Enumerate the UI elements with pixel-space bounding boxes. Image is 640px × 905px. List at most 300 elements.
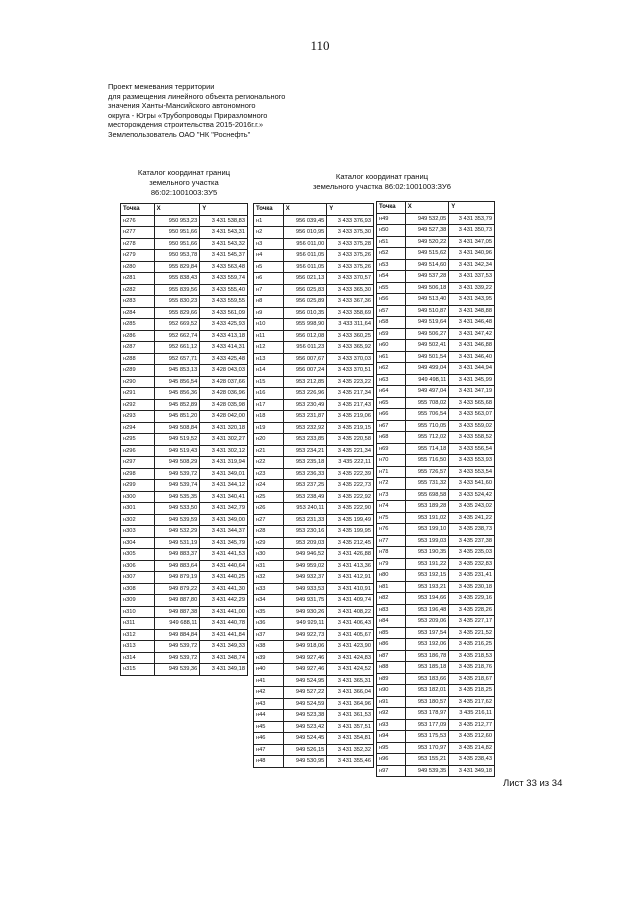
- x-coordinate-cell: 949 506,27: [405, 328, 449, 340]
- table-row: [377, 558, 495, 570]
- y-coordinate-cell: 3 428 036,96: [200, 388, 248, 400]
- y-coordinate-cell: 3 431 424,52: [327, 664, 374, 676]
- point-id-cell: н16: [254, 388, 284, 400]
- table-row: [121, 537, 248, 549]
- x-coordinate-cell: 956 007,67: [283, 353, 327, 365]
- point-id-cell: н39: [254, 652, 284, 664]
- table-row: [377, 305, 495, 317]
- point-id-cell: н29: [254, 537, 284, 549]
- catalog2-title: [282, 172, 482, 192]
- y-coordinate-cell: 3 433 375,26: [327, 261, 374, 273]
- table-row: [254, 583, 374, 595]
- y-coordinate-cell: 3 431 343,95: [449, 294, 495, 306]
- y-coordinate-cell: 3 431 349,18: [449, 765, 495, 777]
- point-id-cell: н302: [121, 514, 155, 526]
- y-coordinate-cell: 3 433 375,26: [327, 250, 374, 262]
- sheet-label: Лист 33 из 34: [503, 778, 563, 789]
- y-coordinate-cell: 3 435 222,90: [327, 503, 374, 515]
- y-coordinate-cell: 3 433 559,02: [449, 420, 495, 432]
- point-id-cell: н54: [377, 271, 406, 283]
- x-coordinate-cell: 953 238,49: [283, 491, 327, 503]
- x-coordinate-cell: 949 508,84: [154, 422, 200, 434]
- x-coordinate-cell: 953 191,02: [405, 512, 449, 524]
- point-id-cell: н20: [254, 434, 284, 446]
- x-coordinate-cell: 949 887,80: [154, 595, 200, 607]
- column-header-point: Точка: [377, 202, 406, 214]
- point-id-cell: н59: [377, 328, 406, 340]
- y-coordinate-cell: 3 431 441,00: [200, 606, 248, 618]
- table-row: [377, 616, 495, 628]
- x-coordinate-cell: 955 829,66: [154, 307, 200, 319]
- table-row: [254, 353, 374, 365]
- point-id-cell: н310: [121, 606, 155, 618]
- x-coordinate-cell: 956 025,89: [283, 296, 327, 308]
- y-coordinate-cell: 3 433 358,69: [327, 307, 374, 319]
- table-row: [377, 765, 495, 777]
- x-coordinate-cell: 953 196,48: [405, 604, 449, 616]
- point-id-cell: н81: [377, 581, 406, 593]
- x-coordinate-cell: 945 852,89: [154, 399, 200, 411]
- x-coordinate-cell: 949 532,29: [154, 526, 200, 538]
- table-row: [377, 535, 495, 547]
- table-row: [377, 259, 495, 271]
- table-row: [121, 560, 248, 572]
- point-id-cell: н31: [254, 560, 284, 572]
- table-row: [254, 756, 374, 768]
- point-id-cell: н82: [377, 593, 406, 605]
- x-coordinate-cell: 949 524,95: [283, 675, 327, 687]
- point-id-cell: н87: [377, 650, 406, 662]
- table-row: [254, 330, 374, 342]
- table-row: [377, 328, 495, 340]
- x-coordinate-cell: 949 922,73: [283, 629, 327, 641]
- table-row: [121, 399, 248, 411]
- table-row: [254, 342, 374, 354]
- y-coordinate-cell: 3 431 361,53: [327, 710, 374, 722]
- header-line: месторождения строительства 2015-2016г.г.»: [108, 120, 264, 130]
- x-coordinate-cell: 949 533,50: [154, 503, 200, 515]
- table-row: [254, 652, 374, 664]
- header-line: Проект межевания территории: [108, 82, 215, 91]
- y-coordinate-cell: 3 435 243,02: [449, 501, 495, 513]
- table-row: [121, 641, 248, 653]
- x-coordinate-cell: 953 230,49: [283, 399, 327, 411]
- point-id-cell: н92: [377, 708, 406, 720]
- y-coordinate-cell: 3 433 370,51: [327, 365, 374, 377]
- y-coordinate-cell: 3 431 423,90: [327, 641, 374, 653]
- point-id-cell: н8: [254, 296, 284, 308]
- point-id-cell: н95: [377, 742, 406, 754]
- y-coordinate-cell: 3 431 345,79: [200, 537, 248, 549]
- y-coordinate-cell: 3 431 440,64: [200, 560, 248, 572]
- point-id-cell: н48: [254, 756, 284, 768]
- point-id-cell: н287: [121, 342, 155, 354]
- x-coordinate-cell: 953 236,33: [283, 468, 327, 480]
- point-id-cell: н36: [254, 618, 284, 630]
- table-row: [121, 215, 248, 227]
- y-coordinate-cell: 3 433 370,03: [327, 353, 374, 365]
- y-coordinate-cell: 3 431 347,42: [449, 328, 495, 340]
- x-coordinate-cell: 949 535,35: [154, 491, 200, 503]
- point-id-cell: н57: [377, 305, 406, 317]
- x-coordinate-cell: 949 523,42: [283, 721, 327, 733]
- table-row: [121, 595, 248, 607]
- x-coordinate-cell: 956 039,45: [283, 215, 327, 227]
- table-row: [254, 733, 374, 745]
- y-coordinate-cell: 3 431 337,53: [449, 271, 495, 283]
- table-row: [254, 710, 374, 722]
- x-coordinate-cell: 949 927,46: [283, 664, 327, 676]
- x-coordinate-cell: 952 661,12: [154, 342, 200, 354]
- point-id-cell: н295: [121, 434, 155, 446]
- point-id-cell: н10: [254, 319, 284, 331]
- y-coordinate-cell: 3 435 222,92: [327, 491, 374, 503]
- y-coordinate-cell: 3 433 376,93: [327, 215, 374, 227]
- point-id-cell: н304: [121, 537, 155, 549]
- point-id-cell: н63: [377, 374, 406, 386]
- y-coordinate-cell: 3 431 345,99: [449, 374, 495, 386]
- document-header: [108, 82, 348, 140]
- x-coordinate-cell: 953 178,97: [405, 708, 449, 720]
- table-row: [254, 468, 374, 480]
- point-id-cell: н35: [254, 606, 284, 618]
- y-coordinate-cell: 3 433 413,18: [200, 330, 248, 342]
- table-row: [121, 572, 248, 584]
- point-id-cell: н6: [254, 273, 284, 285]
- table-row: [254, 491, 374, 503]
- point-id-cell: н3: [254, 238, 284, 250]
- x-coordinate-cell: 953 232,92: [283, 422, 327, 434]
- x-coordinate-cell: 952 657,71: [154, 353, 200, 365]
- y-coordinate-cell: 3 431 441,30: [200, 583, 248, 595]
- y-coordinate-cell: 3 433 425,93: [200, 319, 248, 331]
- point-id-cell: н283: [121, 296, 155, 308]
- point-id-cell: н30: [254, 549, 284, 561]
- point-id-cell: н46: [254, 733, 284, 745]
- table-row: [254, 319, 374, 331]
- table-row: [121, 618, 248, 630]
- point-id-cell: н85: [377, 627, 406, 639]
- point-id-cell: н77: [377, 535, 406, 547]
- x-coordinate-cell: 949 527,38: [405, 225, 449, 237]
- x-coordinate-cell: 953 191,22: [405, 558, 449, 570]
- point-id-cell: н79: [377, 558, 406, 570]
- y-coordinate-cell: 3 431 538,83: [200, 215, 248, 227]
- y-coordinate-cell: 3 431 543,32: [200, 238, 248, 250]
- table-row: [254, 549, 374, 561]
- point-id-cell: н94: [377, 731, 406, 743]
- point-id-cell: н284: [121, 307, 155, 319]
- table-row: [377, 650, 495, 662]
- point-id-cell: н312: [121, 629, 155, 641]
- x-coordinate-cell: 949 527,22: [283, 687, 327, 699]
- table-row: [254, 480, 374, 492]
- y-coordinate-cell: 3 431 412,91: [327, 572, 374, 584]
- point-id-cell: н91: [377, 696, 406, 708]
- table-row: [377, 581, 495, 593]
- point-id-cell: н52: [377, 248, 406, 260]
- x-coordinate-cell: 949 524,45: [283, 733, 327, 745]
- x-coordinate-cell: 949 526,15: [283, 744, 327, 756]
- x-coordinate-cell: 949 883,37: [154, 549, 200, 561]
- point-id-cell: н9: [254, 307, 284, 319]
- point-id-cell: н65: [377, 397, 406, 409]
- point-id-cell: н313: [121, 641, 155, 653]
- table-row: [121, 250, 248, 262]
- y-coordinate-cell: 3 433 365,30: [327, 284, 374, 296]
- table-row: [254, 215, 374, 227]
- table-row: [254, 376, 374, 388]
- point-id-cell: н279: [121, 250, 155, 262]
- catalog1-title-line: Каталог координат границ: [137, 168, 231, 177]
- point-id-cell: н286: [121, 330, 155, 342]
- x-coordinate-cell: 945 856,54: [154, 376, 200, 388]
- x-coordinate-cell: 949 879,22: [154, 583, 200, 595]
- x-coordinate-cell: 953 175,53: [405, 731, 449, 743]
- y-coordinate-cell: 3 435 235,03: [449, 547, 495, 559]
- point-id-cell: н62: [377, 363, 406, 375]
- x-coordinate-cell: 949 929,11: [283, 618, 327, 630]
- column-header-x: X: [283, 204, 327, 216]
- y-coordinate-cell: 3 428 035,98: [200, 399, 248, 411]
- x-coordinate-cell: 953 182,01: [405, 685, 449, 697]
- table-row: [254, 307, 374, 319]
- y-coordinate-cell: 3 431 354,81: [327, 733, 374, 745]
- table-row: [121, 514, 248, 526]
- table-row: [377, 397, 495, 409]
- point-id-cell: н96: [377, 754, 406, 766]
- x-coordinate-cell: 949 539,74: [154, 480, 200, 492]
- x-coordinate-cell: 956 010,95: [283, 227, 327, 239]
- table-row: [121, 445, 248, 457]
- point-id-cell: н50: [377, 225, 406, 237]
- table-row: [254, 641, 374, 653]
- x-coordinate-cell: 949 519,52: [154, 434, 200, 446]
- x-coordinate-cell: 953 235,18: [283, 457, 327, 469]
- x-coordinate-cell: 952 662,74: [154, 330, 200, 342]
- y-coordinate-cell: 3 433 370,57: [327, 273, 374, 285]
- table-row: [377, 351, 495, 363]
- table-row: [377, 386, 495, 398]
- table-row: [254, 445, 374, 457]
- table-row: [377, 340, 495, 352]
- x-coordinate-cell: 953 233,85: [283, 434, 327, 446]
- x-coordinate-cell: 950 951,66: [154, 238, 200, 250]
- y-coordinate-cell: 3 435 241,22: [449, 512, 495, 524]
- x-coordinate-cell: 953 155,21: [405, 754, 449, 766]
- y-coordinate-cell: 3 431 364,96: [327, 698, 374, 710]
- y-coordinate-cell: 3 435 218,67: [449, 673, 495, 685]
- point-id-cell: н26: [254, 503, 284, 515]
- x-coordinate-cell: 949 930,26: [283, 606, 327, 618]
- x-coordinate-cell: 953 180,57: [405, 696, 449, 708]
- point-id-cell: н53: [377, 259, 406, 271]
- table-row: [254, 238, 374, 250]
- y-coordinate-cell: 3 433 360,25: [327, 330, 374, 342]
- y-coordinate-cell: 3 435 220,58: [327, 434, 374, 446]
- y-coordinate-cell: 3 435 237,38: [449, 535, 495, 547]
- table-row: [254, 261, 374, 273]
- point-id-cell: н44: [254, 710, 284, 722]
- x-coordinate-cell: 955 708,02: [405, 397, 449, 409]
- table-row: [377, 524, 495, 536]
- point-id-cell: н49: [377, 213, 406, 225]
- y-coordinate-cell: 3 431 365,31: [327, 675, 374, 687]
- table-row: [377, 627, 495, 639]
- y-coordinate-cell: 3 431 366,04: [327, 687, 374, 699]
- point-id-cell: н19: [254, 422, 284, 434]
- point-id-cell: н83: [377, 604, 406, 616]
- point-id-cell: н84: [377, 616, 406, 628]
- y-coordinate-cell: 3 435 222,11: [327, 457, 374, 469]
- table-row: [377, 478, 495, 490]
- table-row: [377, 673, 495, 685]
- coordinates-table-zu6-part2: [376, 201, 495, 777]
- y-coordinate-cell: 3 433 425,48: [200, 353, 248, 365]
- table-row: [254, 273, 374, 285]
- x-coordinate-cell: 953 199,10: [405, 524, 449, 536]
- x-coordinate-cell: 950 953,78: [154, 250, 200, 262]
- table-row: [121, 238, 248, 250]
- x-coordinate-cell: 953 209,06: [405, 616, 449, 628]
- y-coordinate-cell: 3 433 556,54: [449, 443, 495, 455]
- x-coordinate-cell: 953 177,09: [405, 719, 449, 731]
- point-id-cell: н71: [377, 466, 406, 478]
- x-coordinate-cell: 956 011,23: [283, 342, 327, 354]
- x-coordinate-cell: 949 688,11: [154, 618, 200, 630]
- x-coordinate-cell: 953 234,21: [283, 445, 327, 457]
- column-header-y: Y: [449, 202, 495, 214]
- y-coordinate-cell: 3 435 219,15: [327, 422, 374, 434]
- x-coordinate-cell: 956 010,35: [283, 307, 327, 319]
- x-coordinate-cell: 949 508,29: [154, 457, 200, 469]
- x-coordinate-cell: 949 501,54: [405, 351, 449, 363]
- table-row: [121, 388, 248, 400]
- x-coordinate-cell: 952 669,52: [154, 319, 200, 331]
- table-row: [254, 434, 374, 446]
- x-coordinate-cell: 949 539,36: [154, 664, 200, 676]
- point-id-cell: н89: [377, 673, 406, 685]
- table-row: [377, 685, 495, 697]
- y-coordinate-cell: 3 431 342,79: [200, 503, 248, 515]
- y-coordinate-cell: 3 435 221,52: [449, 627, 495, 639]
- point-id-cell: н299: [121, 480, 155, 492]
- point-id-cell: н27: [254, 514, 284, 526]
- x-coordinate-cell: 949 506,18: [405, 282, 449, 294]
- table-row: [254, 595, 374, 607]
- point-id-cell: н13: [254, 353, 284, 365]
- y-coordinate-cell: 3 431 344,12: [200, 480, 248, 492]
- point-id-cell: н32: [254, 572, 284, 584]
- x-coordinate-cell: 956 007,24: [283, 365, 327, 377]
- y-coordinate-cell: 3 431 442,29: [200, 595, 248, 607]
- point-id-cell: н288: [121, 353, 155, 365]
- y-coordinate-cell: 3 431 319,94: [200, 457, 248, 469]
- y-coordinate-cell: 3 433 311,64: [327, 319, 374, 331]
- point-id-cell: н51: [377, 236, 406, 248]
- table-row: [377, 225, 495, 237]
- y-coordinate-cell: 3 433 558,52: [449, 432, 495, 444]
- point-id-cell: н280: [121, 261, 155, 273]
- table-row: [121, 422, 248, 434]
- point-id-cell: н285: [121, 319, 155, 331]
- point-id-cell: н11: [254, 330, 284, 342]
- table-row: [377, 282, 495, 294]
- y-coordinate-cell: 3 431 342,34: [449, 259, 495, 271]
- y-coordinate-cell: 3 435 212,77: [449, 719, 495, 731]
- y-coordinate-cell: 3 433 563,48: [200, 261, 248, 273]
- table-row: [254, 537, 374, 549]
- y-coordinate-cell: 3 431 302,12: [200, 445, 248, 457]
- point-id-cell: н277: [121, 227, 155, 239]
- coordinates-table-zu5: [120, 203, 248, 676]
- point-id-cell: н291: [121, 388, 155, 400]
- catalog1-title: [118, 168, 250, 198]
- y-coordinate-cell: 3 435 212,45: [327, 537, 374, 549]
- y-coordinate-cell: 3 433 375,30: [327, 227, 374, 239]
- x-coordinate-cell: 945 856,36: [154, 388, 200, 400]
- y-coordinate-cell: 3 433 561,09: [200, 307, 248, 319]
- point-id-cell: н7: [254, 284, 284, 296]
- point-id-cell: н78: [377, 547, 406, 559]
- x-coordinate-cell: 953 185,18: [405, 662, 449, 674]
- y-coordinate-cell: 3 431 352,32: [327, 744, 374, 756]
- point-id-cell: н69: [377, 443, 406, 455]
- x-coordinate-cell: 949 933,53: [283, 583, 327, 595]
- x-coordinate-cell: 953 237,25: [283, 480, 327, 492]
- x-coordinate-cell: 955 731,32: [405, 478, 449, 490]
- table-row: [121, 284, 248, 296]
- point-id-cell: н88: [377, 662, 406, 674]
- point-id-cell: н18: [254, 411, 284, 423]
- point-id-cell: н281: [121, 273, 155, 285]
- x-coordinate-cell: 953 209,03: [283, 537, 327, 549]
- point-id-cell: н42: [254, 687, 284, 699]
- y-coordinate-cell: 3 431 545,37: [200, 250, 248, 262]
- x-coordinate-cell: 945 853,13: [154, 365, 200, 377]
- x-coordinate-cell: 949 519,64: [405, 317, 449, 329]
- table-row: [377, 420, 495, 432]
- table-row: [121, 526, 248, 538]
- y-coordinate-cell: 3 435 217,43: [327, 399, 374, 411]
- y-coordinate-cell: 3 431 349,00: [200, 514, 248, 526]
- table-row: [254, 744, 374, 756]
- point-id-cell: н24: [254, 480, 284, 492]
- y-coordinate-cell: 3 431 347,05: [449, 236, 495, 248]
- y-coordinate-cell: 3 433 563,07: [449, 409, 495, 421]
- point-id-cell: н311: [121, 618, 155, 630]
- y-coordinate-cell: 3 431 320,18: [200, 422, 248, 434]
- y-coordinate-cell: 3 435 217,62: [449, 696, 495, 708]
- point-id-cell: н61: [377, 351, 406, 363]
- column-header-x: X: [154, 204, 200, 216]
- column-header-point: Точка: [121, 204, 155, 216]
- point-id-cell: н294: [121, 422, 155, 434]
- y-coordinate-cell: 3 433 375,28: [327, 238, 374, 250]
- point-id-cell: н25: [254, 491, 284, 503]
- point-id-cell: н278: [121, 238, 155, 250]
- x-coordinate-cell: 949 883,64: [154, 560, 200, 572]
- table-row: [377, 696, 495, 708]
- x-coordinate-cell: 953 189,28: [405, 501, 449, 513]
- y-coordinate-cell: 3 435 212,60: [449, 731, 495, 743]
- table-row: [377, 271, 495, 283]
- y-coordinate-cell: 3 435 228,26: [449, 604, 495, 616]
- table-row: [254, 422, 374, 434]
- point-id-cell: н14: [254, 365, 284, 377]
- x-coordinate-cell: 953 240,11: [283, 503, 327, 515]
- y-coordinate-cell: 3 435 214,82: [449, 742, 495, 754]
